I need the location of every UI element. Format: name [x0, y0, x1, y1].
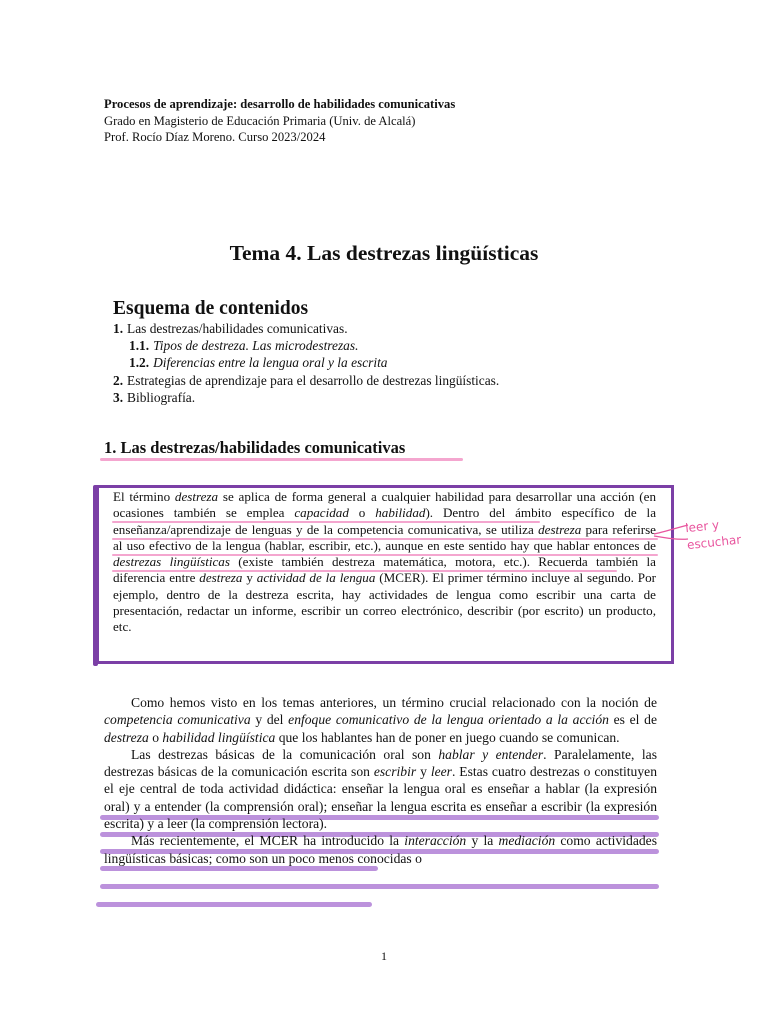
- course-title: Procesos de aprendizaje: desarrollo de habilidades comunicativas: [104, 97, 456, 111]
- toc-heading: Esquema de contenidos: [113, 298, 309, 319]
- professor-line: Prof. Rocío Díaz Moreno. Curso 2023/2024: [104, 130, 326, 144]
- page-title: Tema 4. Las destrezas lingüísticas: [229, 241, 539, 265]
- degree-line: Grado en Magisterio de Educación Primaria (Univ. de Alcalá): [104, 113, 416, 128]
- toc-item: 2. Estrategias de aprendizaje para el desarrollo de destrezas lingüísticas.: [113, 372, 500, 388]
- table-of-contents: [113, 320, 499, 406]
- body-text: [104, 694, 657, 867]
- paragraph: Más recientemente, el MCER ha introducido la interacción y la mediación como actividades lingüísticas básicas; como son un poco menos conocidas o: [104, 833, 657, 866]
- purple-highlight: [100, 884, 659, 889]
- box-left-stroke: [93, 485, 98, 666]
- toc-item: 1.2. Diferencias entre la lengua oral y la escrita: [129, 355, 388, 371]
- document-header: [104, 96, 455, 146]
- toc-item: 1. Las destrezas/habilidades comunicativas.: [113, 321, 348, 336]
- paragraph: Como hemos visto en los temas anteriores, un término crucial relacionado con la noción de competencia comunicativa y del enfoque comunicativo de la lengua orientado a la acción es el de destreza o habilidad lingüística que los hablantes han de poner en juego cuando se comunican.: [104, 695, 657, 745]
- section-heading: 1. Las destrezas/habilidades comunicativas: [104, 438, 406, 457]
- handwritten-margin-note: leer y escuchar: [684, 517, 742, 553]
- definition-text: El término destreza se aplica de forma general a cualquier habilidad para desarrollar una acción (en ocasiones también se emplea capacidad o habilidad). Dentro del ámbito específico de la enseñanza/aprendizaje de lenguas y de la competencia comunicativa, se utiliza destreza para referirse al uso efectivo de la lengua (hablar, escribir, etc.), aunque en este sentido hay que hablar entonces de destrezas lingüísticas (existe también destreza matemática, motora, etc.). Recuerda también la diferencia entre destreza y actividad de la lengua (MCER). El primer término incluye al segundo. Por ejemplo, dentro de la destreza escrita, hay actividades de lengua como escribir una carta de presentación, redactar un informe, escribir un correo electrónico, describir (por escrito) un producto, etc.: [113, 489, 657, 635]
- heading-highlight: [100, 458, 463, 461]
- page-number: 1: [381, 949, 387, 963]
- purple-highlight: [96, 902, 372, 907]
- toc-item: 3. Bibliografía.: [113, 389, 196, 405]
- toc-item: 1.1. Tipos de destreza. Las microdestrezas.: [129, 338, 359, 354]
- paragraph: Las destrezas básicas de la comunicación oral son hablar y entender. Paralelamente, las destrezas básicas de la comunicación escrita son escribir y leer. Estas cuatro destrezas o constituyen el eje central de toda actividad didáctica: enseñar la lengua oral es enseñar a hablar (la expresión oral) y a entender (la comprensión oral); enseñar la lengua escrita es enseñar a escribir (la expresión escrita) y a leer (la comprensión lectora).: [104, 746, 657, 832]
